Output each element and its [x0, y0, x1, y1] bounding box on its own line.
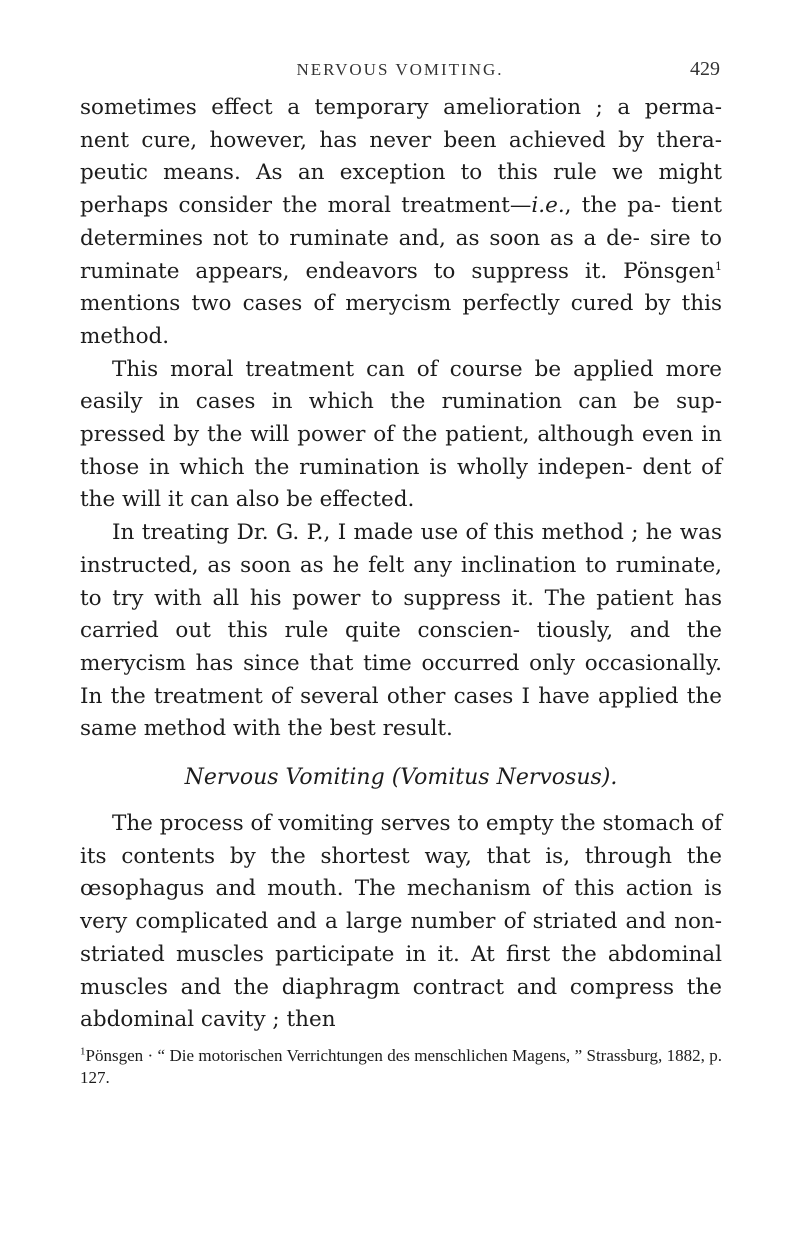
footnote-reference: 1: [715, 259, 722, 273]
page-number: 429: [690, 58, 720, 80]
section-heading-main: Nervous Vomiting: [184, 765, 385, 791]
paragraph-1-text-a: sometimes effect a temporary amelioration ; a perma- nent cure, however, has never been achieved by thera- peutic means. As an exception to this rule we might perhaps consider the moral treatment—: [80, 95, 722, 219]
section-heading-latin: (Vomitus Nervosus).: [391, 765, 618, 791]
running-head: [80, 60, 720, 86]
paragraph-2: This moral treatment can of course be applied more easily in cases in which the rumination can be sup- pressed by the will power of the patient, although even in those in which the rumination is wholly indepen- dent of the will it can also be effected.: [80, 356, 722, 513]
italic-ie: i.e.: [531, 193, 565, 219]
paragraph-4: The process of vomiting serves to empty the stomach of its contents by the shortest way, that is, through the œsophagus and mouth. The mechanism of this action is very complicated and a large number of striated and non-striated muscles participate in it. At first the abdominal muscles and the diaphragm contract and compress the abdominal cavity ; then: [80, 811, 722, 1033]
footnote-text: Pönsgen · “ Die motorischen Verrichtungen des menschlichen Magens, ” Strassburg, 1882, p. 127.: [80, 1046, 722, 1087]
paragraph-1: [80, 92, 722, 354]
section-heading: [80, 762, 722, 794]
paragraph-3: In treating Dr. G. P., I made use of this method ; he was instructed, as soon as he felt any inclination to ruminate, to try with all his power to suppress it. The patient has carried out this rule quite conscien- tiously, and the merycism has since that time occurred only occasionally. In the treatment of several other cases I have applied the same method with the best result.: [80, 520, 722, 742]
footnote: [80, 1045, 722, 1089]
running-title: NERVOUS VOMITING.: [296, 60, 504, 79]
body-text: [80, 92, 722, 1037]
paragraph-1-text-c: mentions two cases of merycism perfectly cured by this method.: [80, 291, 722, 349]
paragraph-1-text-b: , the pa- tient determines not to ruminate and, as soon as a de- sire to ruminate appears, endeavors to suppress it. Pönsgen: [80, 193, 722, 284]
footnote-marker: 1: [80, 1045, 86, 1058]
